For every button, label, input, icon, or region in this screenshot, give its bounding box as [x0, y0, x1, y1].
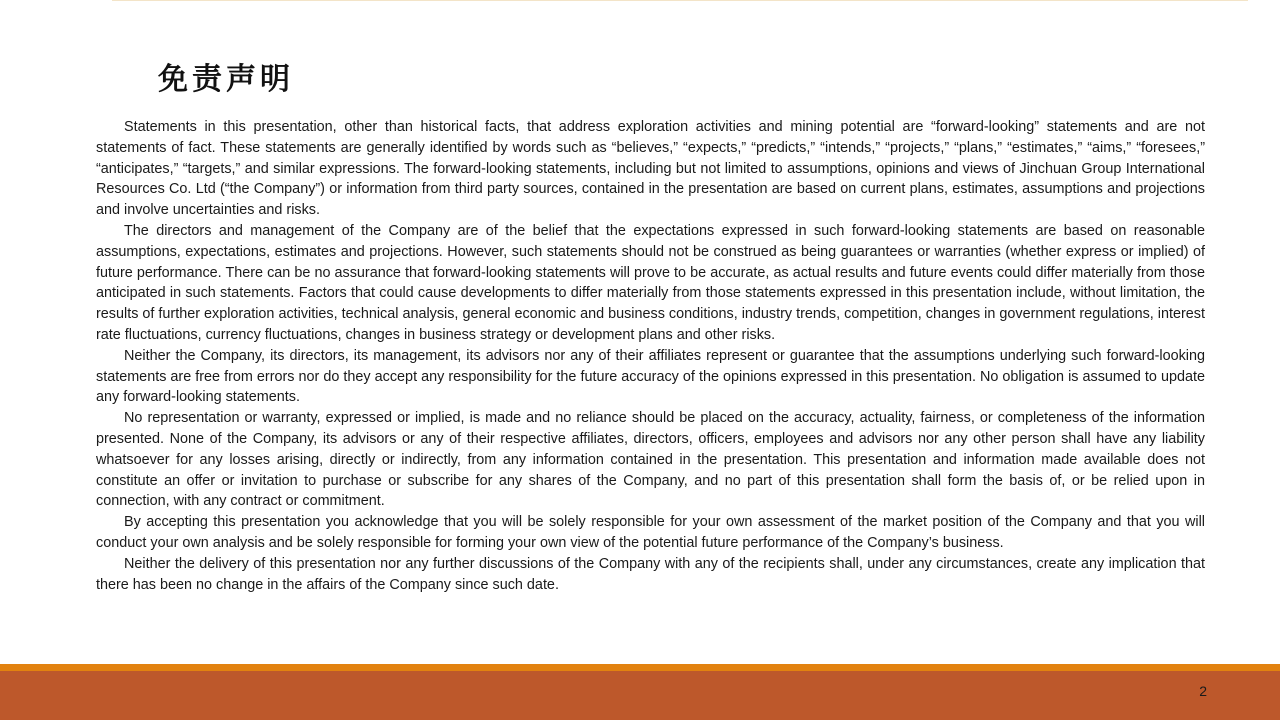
top-divider [112, 0, 1248, 1]
page-title: 免责声明 [158, 62, 294, 97]
page-number: 2 [1199, 683, 1207, 699]
disclaimer-paragraph-forward-looking: Statements in this presentation, other than historical facts, that address exploration activities and mining potential are “forward-looking” statements and are not statements of fact. These statements are generally identified by words such as “believes,” “expects,” “predicts,” “intends,” “projects,” “plans,” “estimates,” “aims,” “foresees,” “anticipates,” “targets,” and similar expressions. The forward-looking statements, including but not limited to assumptions, opinions and views of Jinchuan Group International Resources Co. Ltd (“the Company”) or information from third party sources, contained in the presentation are based on current plans, estimates, assumptions and projections and involve uncertainties and risks. [96, 119, 1205, 219]
disclaimer-paragraph-no-warranty: No representation or warranty, expressed or implied, is made and no reliance should be placed on the accuracy, actuality, fairness, or completeness of the information presented. None of the Company, its advisors or any of their respective affiliates, directors, officers, employees and advisors nor any other person shall have any liability whatsoever for any losses arising, directly or indirectly, from any information contained in the presentation. This presentation and information made available does not constitute an offer or invitation to purchase or subscribe for any shares of the Company, and no part of this presentation shall form the basis of, or be relied upon in connection, with any contract or commitment. [96, 410, 1205, 510]
disclaimer-paragraph-no-guarantee: Neither the Company, its directors, its management, its advisors nor any of their affiliates represent or guarantee that the assumptions underlying such forward-looking statements are free from errors nor do they accept any responsibility for the future accuracy of the opinions expressed in this presentation. No obligation is assumed to update any forward-looking statements. [96, 347, 1205, 406]
footer-band [0, 671, 1280, 720]
disclaimer-paragraph-no-change: Neither the delivery of this presentation nor any further discussions of the Company with any of the recipients shall, under any circumstances, create any implication that there has been no change in the affairs of the Company since such date. [96, 555, 1205, 593]
disclaimer-body [96, 117, 1205, 595]
disclaimer-paragraph-assumptions: The directors and management of the Company are of the belief that the expectations expressed in such forward-looking statements are based on reasonable assumptions, expectations, estimates and projections. However, such statements should not be construed as being guarantees or warranties (whether express or implied) of future performance. There can be no assurance that forward-looking statements will prove to be accurate, as actual results and future events could differ materially from those anticipated in such statements. Factors that could cause developments to differ materially from those statements expressed in this presentation include, without limitation, the results of further exploration activities, technical analysis, general economic and business conditions, industry trends, competition, changes in government regulations, interest rate fluctuations, currency fluctuations, changes in business strategy or development plans and other risks. [96, 222, 1205, 343]
footer-accent-stripe [0, 664, 1280, 671]
disclaimer-paragraph-acknowledgement: By accepting this presentation you acknowledge that you will be solely responsible for your own assessment of the market position of the Company and that you will conduct your own analysis and be solely responsible for forming your own view of the potential future performance of the Company’s business. [96, 514, 1205, 551]
